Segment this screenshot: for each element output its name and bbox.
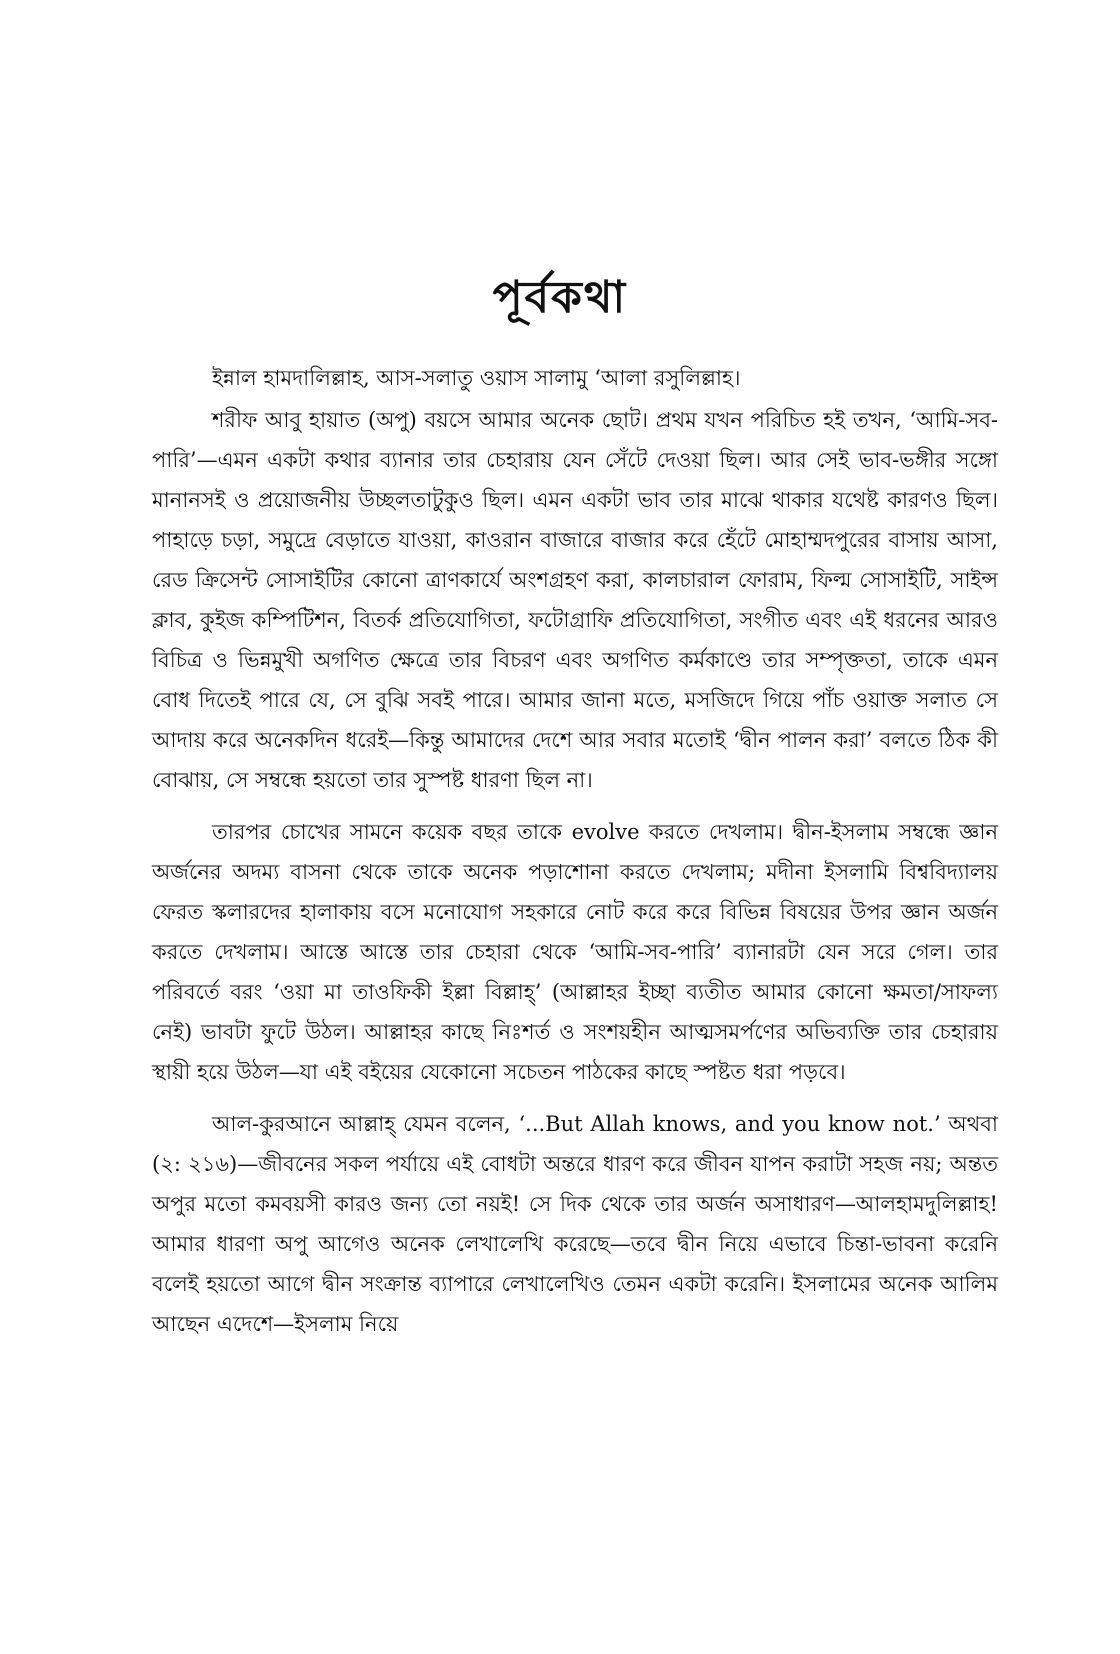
paragraph: শরীফ আবু হায়াত (অপু) বয়সে আমার অনেক ছোট। প্রথম যখন পরিচিত হই তখন, ‘আমি-সব-পারি’—এমন একটা কথার ব্যানার তার চেহারায় যেন সেঁটে দেওয়া ছিল। আর সেই ভাব-ভঙ্গীর সঙ্গো মানানসই ও প্রয়োজনীয় উচ্ছলতাটুকুও ছিল। এমন একটা ভাব তার মাঝে থাকার যথেষ্ট কারণও ছিল। পাহাড়ে চড়া, সমুদ্রে বেড়াতে যাওয়া, কাওরান বাজারে বাজার করে হেঁটে মোহাম্মদপুরের বাসায় আসা, রেড ক্রিসেন্ট সোসাইটির কোনো ত্রাণকার্যে অংশগ্রহণ করা, কালচারাল ফোরাম, ফিল্ম সোসাইটি, সাইন্স ক্লাব, কুইজ কম্পিটিশন, বিতর্ক প্রতিযোগিতা, ফটোগ্রাফি প্রতিযোগিতা, সংগীত এবং এই ধরনের আরও বিচিত্র ও ভিন্নমুখী অগণিত ক্ষেত্রে তার বিচরণ এবং অগণিত কর্মকাণ্ডে তার সম্পৃক্ততা, তাকে এমন বোধ দিতেই পারে যে, সে বুঝি সবই পারে। আমার জানা মতে, মসজিদে গিয়ে পাঁচ ওয়াক্ত সলাত সে আদায় করে অনেকদিন ধরেই—কিন্তু আমাদের দেশে আর সবার মতোই ‘দ্বীন পালন করা’ বলতে ঠিক কী বোঝায়, সে সম্বন্ধে হয়তো তার সুস্পষ্ট ধারণা ছিল না।	[152, 408, 998, 792]
paragraph: তারপর চোখের সামনে কয়েক বছর তাকে evolve করতে দেখলাম। দ্বীন-ইসলাম সম্বন্ধে জ্ঞান অর্জনের অদম্য বাসনা থেকে তাকে অনেক পড়াশোনা করতে দেখলাম; মদীনা ইসলামি বিশ্ববিদ্যালয় ফেরত স্কলারদের হালাকায় বসে মনোযোগ সহকারে নোট করে করে বিভিন্ন বিষয়ের উপর জ্ঞান অর্জন করতে দেখলাম। আস্তে আস্তে তার চেহারা থেকে ‘আমি-সব-পারি’ ব্যানারটা যেন সরে গেল। তার পরিবর্তে বরং ‘ওয়া মা তাওফিকী ইল্লা বিল্লাহ্’ (আল্লাহর ইচ্ছা ব্যতীত আমার কোনো ক্ষমতা/সাফল্য নেই) ভাবটা ফুটে উঠল। আল্লাহর কাছে নিঃশর্ত ও সংশয়হীন আত্মসমর্পণের অভিব্যক্তি তার চেহারায় স্থায়ী হয়ে উঠল—যা এই বইয়ের যেকোনো সচেতন পাঠকের কাছে স্পষ্টত ধরা পড়বে।	[152, 820, 998, 1084]
paragraph: আল-কুরআনে আল্লাহ্ যেমন বলেন, ‘...But Allah knows, and you know not.’ অথবা (২: ২১৬)—জীবনের সকল পর্যায়ে এই বোধটা অন্তরে ধারণ করে জীবন যাপন করাটা সহজ নয়; অন্তত অপুর মতো কমবয়সী কারও জন্য তো নয়ই! সে দিক থেকে তার অর্জন অসাধারণ—আলহামদুলিল্লাহ! আমার ধারণা অপু আগেও অনেক লেখালেখি করেছে—তবে দ্বীন নিয়ে এভাবে চিন্তা-ভাবনা করেনি বলেই হয়তো আগে দ্বীন সংক্রান্ত ব্যাপারে লেখালেখিও তেমন একটা করেনি। ইসলামের অনেক আলিম আছেন এদেশে—ইসলাম নিয়ে	[152, 1112, 998, 1336]
page-title: পূর্বকথা	[492, 272, 628, 323]
paragraph: ইন্নাল হামদালিল্লাহ, আস-সলাতু ওয়াস সালামু ‘আলা রসুলিল্লাহ।	[212, 366, 741, 390]
body-text	[152, 358, 998, 1356]
